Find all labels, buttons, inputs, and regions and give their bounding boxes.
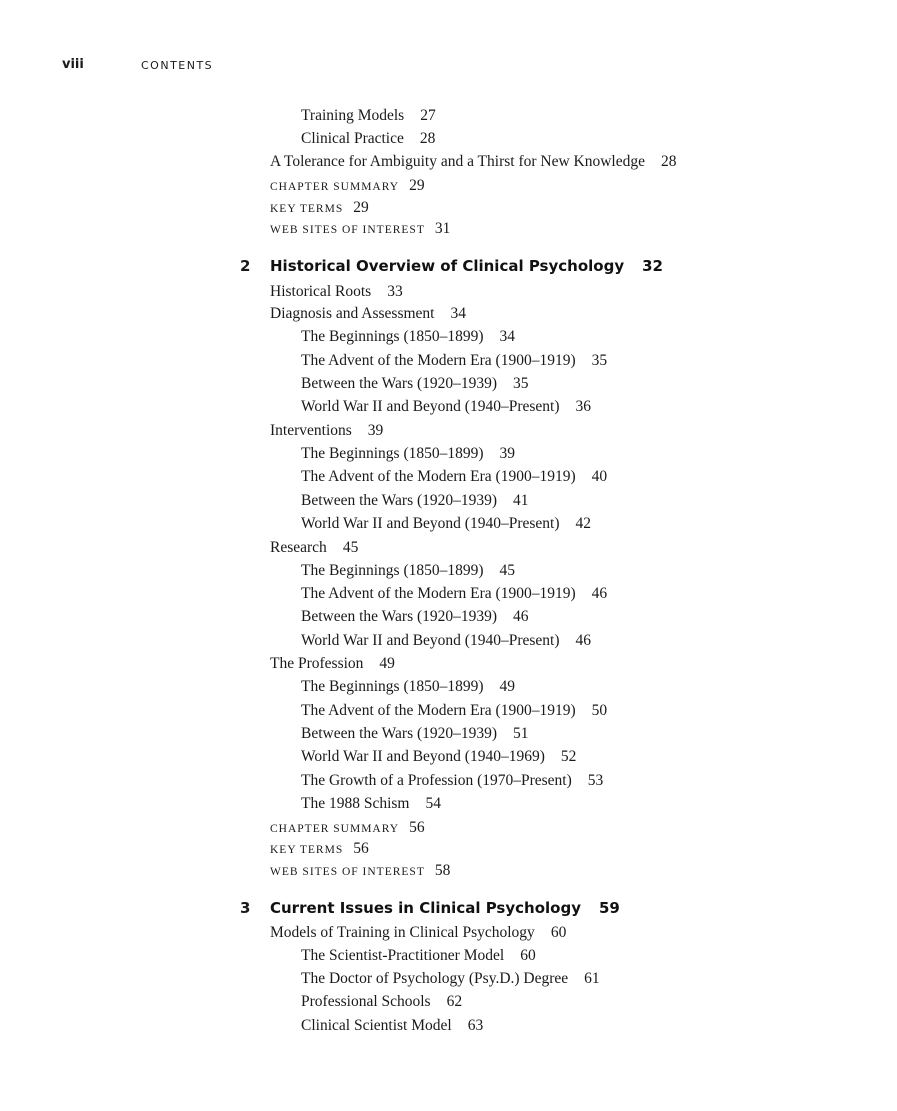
entry-page-number: 35 [513,375,529,392]
toc-entry [270,862,450,881]
entry-title: World War II and Beyond (1940–Present) [301,632,560,649]
toc-entry [270,819,425,838]
toc-entry [301,375,529,393]
entry-page-number: 33 [387,283,403,300]
toc-entry [301,772,603,790]
entry-page-number: 36 [575,398,592,415]
chapter-entry [270,899,620,917]
toc-entry [270,305,466,323]
entry-page-number: 60 [520,947,536,964]
entry-title: The Beginnings (1850–1899) [301,328,484,345]
entry-page-number: 50 [591,702,608,719]
entry-page-number: 32 [642,257,663,275]
toc-entry [270,422,383,440]
entry-page-number: 61 [584,970,600,987]
toc-entry [301,608,529,626]
entry-title: CHAPTER SUMMARY [270,823,400,835]
entry-title: Clinical Scientist Model [301,1017,452,1034]
toc-entry [270,539,358,557]
entry-page-number: 59 [598,899,620,917]
toc-entry [301,352,607,370]
toc-entry [301,725,529,743]
entry-page-number: 42 [575,515,592,532]
entry-title: Models of Training in Clinical Psychology [270,924,535,941]
toc-entry [301,678,515,696]
entry-title: The Beginnings (1850–1899) [301,445,484,462]
entry-title: Diagnosis and Assessment [270,305,435,322]
entry-page-number: 31 [434,220,451,237]
entry-page-number: 51 [513,725,529,742]
entry-title: Clinical Practice [301,130,404,147]
page-number: viii [62,57,84,72]
toc-entry [301,1017,483,1035]
toc-entry [301,632,591,650]
toc-entry [301,970,600,988]
entry-page-number: 58 [434,862,451,879]
entry-page-number: 45 [499,562,516,579]
entry-title: WEB SITES OF INTEREST [270,866,425,878]
chapter-entry [270,257,663,275]
toc-entry [301,328,515,346]
entry-page-number: 54 [425,795,441,812]
entry-page-number: 28 [661,153,677,170]
entry-title: The Advent of the Modern Era (1900–1919) [301,702,576,719]
entry-title: Between the Wars (1920–1939) [301,608,498,625]
entry-title: Current Issues in Clinical Psychology [270,899,581,917]
entry-page-number: 28 [419,130,436,147]
toc-entry [301,445,515,463]
entry-title: The 1988 Schism [301,795,410,812]
entry-page-number: 56 [353,840,369,857]
toc-entry [301,947,536,965]
entry-title: The Beginnings (1850–1899) [301,562,484,579]
running-title: CONTENTS [141,59,214,72]
entry-title: Historical Overview of Clinical Psychology [270,257,625,275]
entry-title: Research [270,539,327,556]
toc-entry [270,220,450,239]
entry-title: World War II and Beyond (1940–Present) [301,398,560,415]
toc-entry [301,398,591,416]
entry-page-number: 41 [513,492,529,509]
entry-page-number: 46 [591,585,608,602]
toc-entry [301,492,529,510]
chapter-number: 2 [240,257,251,275]
entry-page-number: 49 [379,655,395,672]
toc-entry [301,748,576,766]
entry-title: WEB SITES OF INTEREST [270,224,425,236]
entry-title: KEY TERMS [270,203,344,215]
entry-page-number: 39 [367,422,384,439]
toc-entry [301,993,462,1011]
entry-title: Historical Roots [270,283,372,300]
entry-page-number: 46 [513,608,529,625]
entry-page-number: 60 [550,924,567,941]
entry-page-number: 39 [499,445,516,462]
toc-entry [301,468,607,486]
entry-title: The Profession [270,655,364,672]
toc-entry [301,515,591,533]
entry-page-number: 63 [467,1017,484,1034]
entry-page-number: 35 [591,352,608,369]
entry-title: Training Models [301,107,405,124]
entry-title: The Advent of the Modern Era (1900–1919) [301,352,576,369]
entry-title: Professional Schools [301,993,431,1010]
toc-entry [270,655,395,673]
entry-page-number: 53 [587,772,604,789]
toc-entry [270,924,566,942]
toc-entry [270,283,403,301]
toc-entry [301,795,441,813]
entry-title: The Beginnings (1850–1899) [301,678,484,695]
entry-page-number: 34 [450,305,466,322]
entry-page-number: 52 [560,748,577,765]
entry-page-number: 29 [353,199,369,216]
entry-page-number: 56 [409,819,425,836]
toc-entry [301,702,607,720]
entry-page-number: 34 [499,328,516,345]
entry-title: World War II and Beyond (1940–Present) [301,515,560,532]
entry-page-number: 27 [420,107,436,124]
entry-page-number: 46 [575,632,592,649]
entry-title: CHAPTER SUMMARY [270,181,400,193]
entry-title: The Growth of a Profession (1970–Present) [301,772,572,789]
entry-page-number: 29 [409,177,425,194]
entry-title: The Advent of the Modern Era (1900–1919) [301,585,576,602]
toc-entry [301,107,436,125]
entry-title: The Scientist-Practitioner Model [301,947,505,964]
entry-title: Interventions [270,422,352,439]
entry-page-number: 62 [446,993,463,1010]
toc-entry [301,585,607,603]
entry-title: A Tolerance for Ambiguity and a Thirst for New Knowledge [270,153,645,170]
entry-title: Between the Wars (1920–1939) [301,375,498,392]
entry-title: World War II and Beyond (1940–1969) [301,748,545,765]
toc-entry [301,562,515,580]
toc-entry [270,199,369,218]
entry-page-number: 45 [342,539,359,556]
toc-entry [270,153,677,171]
toc-entry [301,130,435,148]
entry-title: KEY TERMS [270,844,344,856]
entry-title: Between the Wars (1920–1939) [301,725,498,742]
entry-title: The Advent of the Modern Era (1900–1919) [301,468,576,485]
entry-page-number: 40 [591,468,608,485]
toc-entry [270,177,425,196]
entry-title: The Doctor of Psychology (Psy.D.) Degree [301,970,569,987]
entry-title: Between the Wars (1920–1939) [301,492,498,509]
toc-entry [270,840,369,859]
chapter-number: 3 [240,899,251,917]
entry-page-number: 49 [499,678,516,695]
